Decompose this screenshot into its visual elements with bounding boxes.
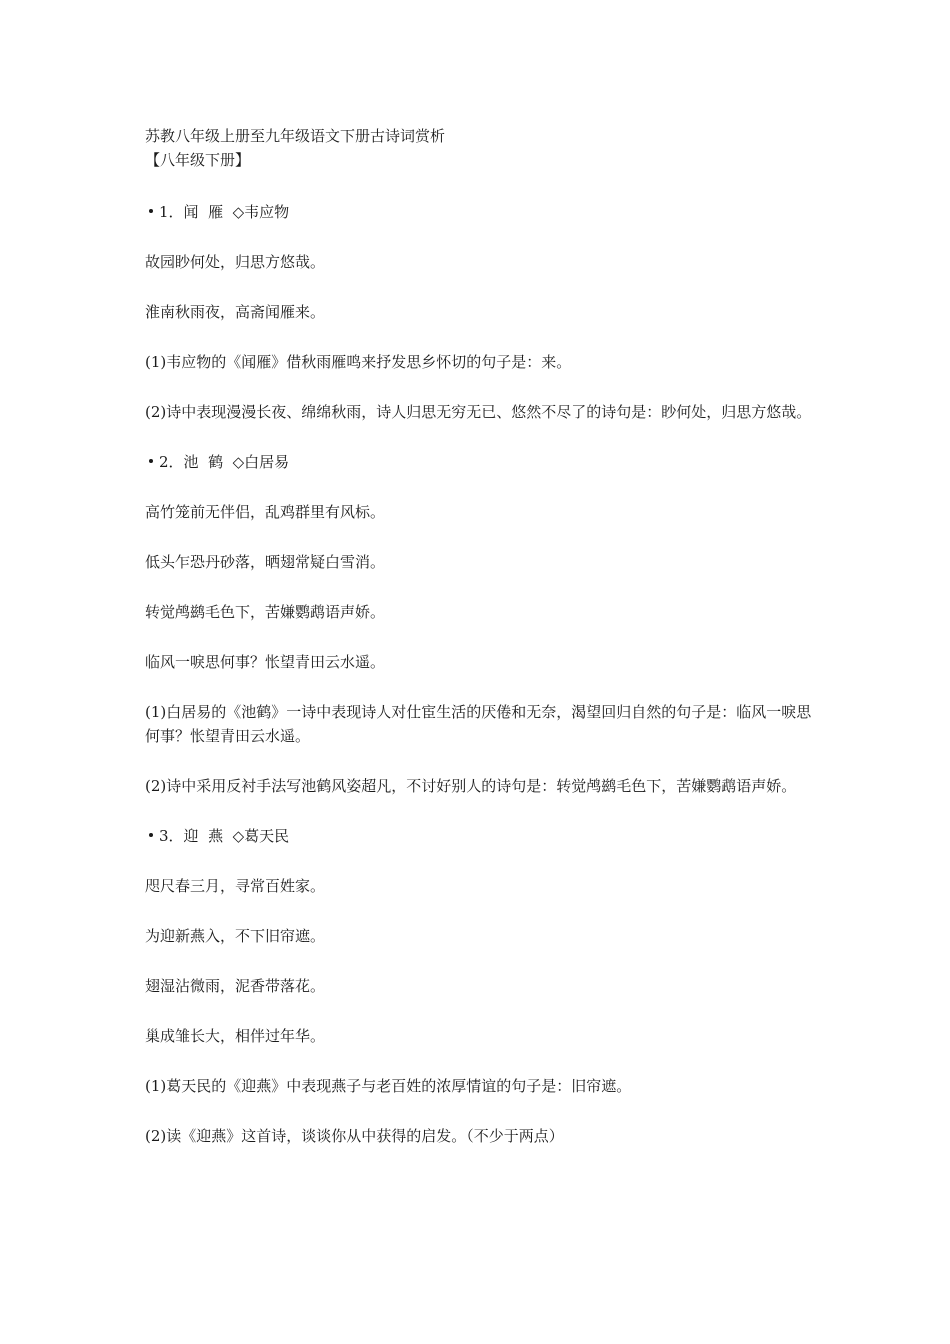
question-text: (1)韦应物的《闻雁》借秋雨雁鸣来抒发思乡怀切的句子是：来。 [145, 353, 572, 371]
poem-line: 咫尺春三月，寻常百姓家。 [145, 877, 326, 895]
question-text: (1)葛天民的《迎燕》中表现燕子与老百姓的浓厚情谊的句子是：旧帘遮。 [145, 1077, 632, 1095]
poem-line: 高竹笼前无伴侣，乱鸡群里有风标。 [145, 503, 386, 521]
poem-heading [145, 824, 815, 848]
section-heading: 【八年级下册】 [145, 151, 251, 169]
bullet-icon [149, 833, 153, 837]
poem-heading [145, 450, 815, 474]
poem-line: 低头乍恐丹砂落，晒翅常疑白雪消。 [145, 553, 386, 571]
poem-heading [145, 200, 815, 224]
document-title: 苏教八年级上册至九年级语文下册古诗词赏析 [145, 127, 446, 145]
question-text: (2)诗中采用反衬手法写池鹤风姿超凡，不讨好别人的诗句是：转觉鸬鹚毛色下，苦嫌鹦鹉语声娇。 [145, 777, 797, 795]
poem-heading-text: 2．池 鹤 ◇白居易 [159, 453, 290, 471]
poem-line: 临风一唳思何事？怅望青田云水遥。 [145, 653, 386, 671]
poem-line: 翅湿沾微雨，泥香带落花。 [145, 977, 326, 995]
poem-heading-text: 3．迎 燕 ◇葛天民 [159, 827, 290, 845]
question-text: (1)白居易的《池鹤》一诗中表现诗人对仕宦生活的厌倦和无奈，渴望回归自然的句子是：临风一唳思何事？怅望青田云水遥。 [145, 703, 812, 745]
poem-line: 故园眇何处，归思方悠哉。 [145, 253, 326, 271]
document-page [145, 124, 815, 1148]
poem-line: 转觉鸬鹚毛色下，苦嫌鹦鹉语声娇。 [145, 603, 386, 621]
bullet-icon [149, 209, 153, 213]
poem-line: 巢成雏长大，相伴过年华。 [145, 1027, 326, 1045]
poem-line: 为迎新燕入，不下旧帘遮。 [145, 927, 326, 945]
question-text: (2)诗中表现漫漫长夜、绵绵秋雨，诗人归思无穷无已、悠然不尽了的诗句是：眇何处，归思方悠哉。 [145, 403, 812, 421]
poem-heading-text: 1．闻 雁 ◇韦应物 [159, 203, 290, 221]
bullet-icon [149, 459, 153, 463]
poem-line: 淮南秋雨夜，高斋闻雁来。 [145, 303, 326, 321]
question-text: (2)读《迎燕》这首诗，谈谈你从中获得的启发。（不少于两点） [145, 1127, 564, 1145]
